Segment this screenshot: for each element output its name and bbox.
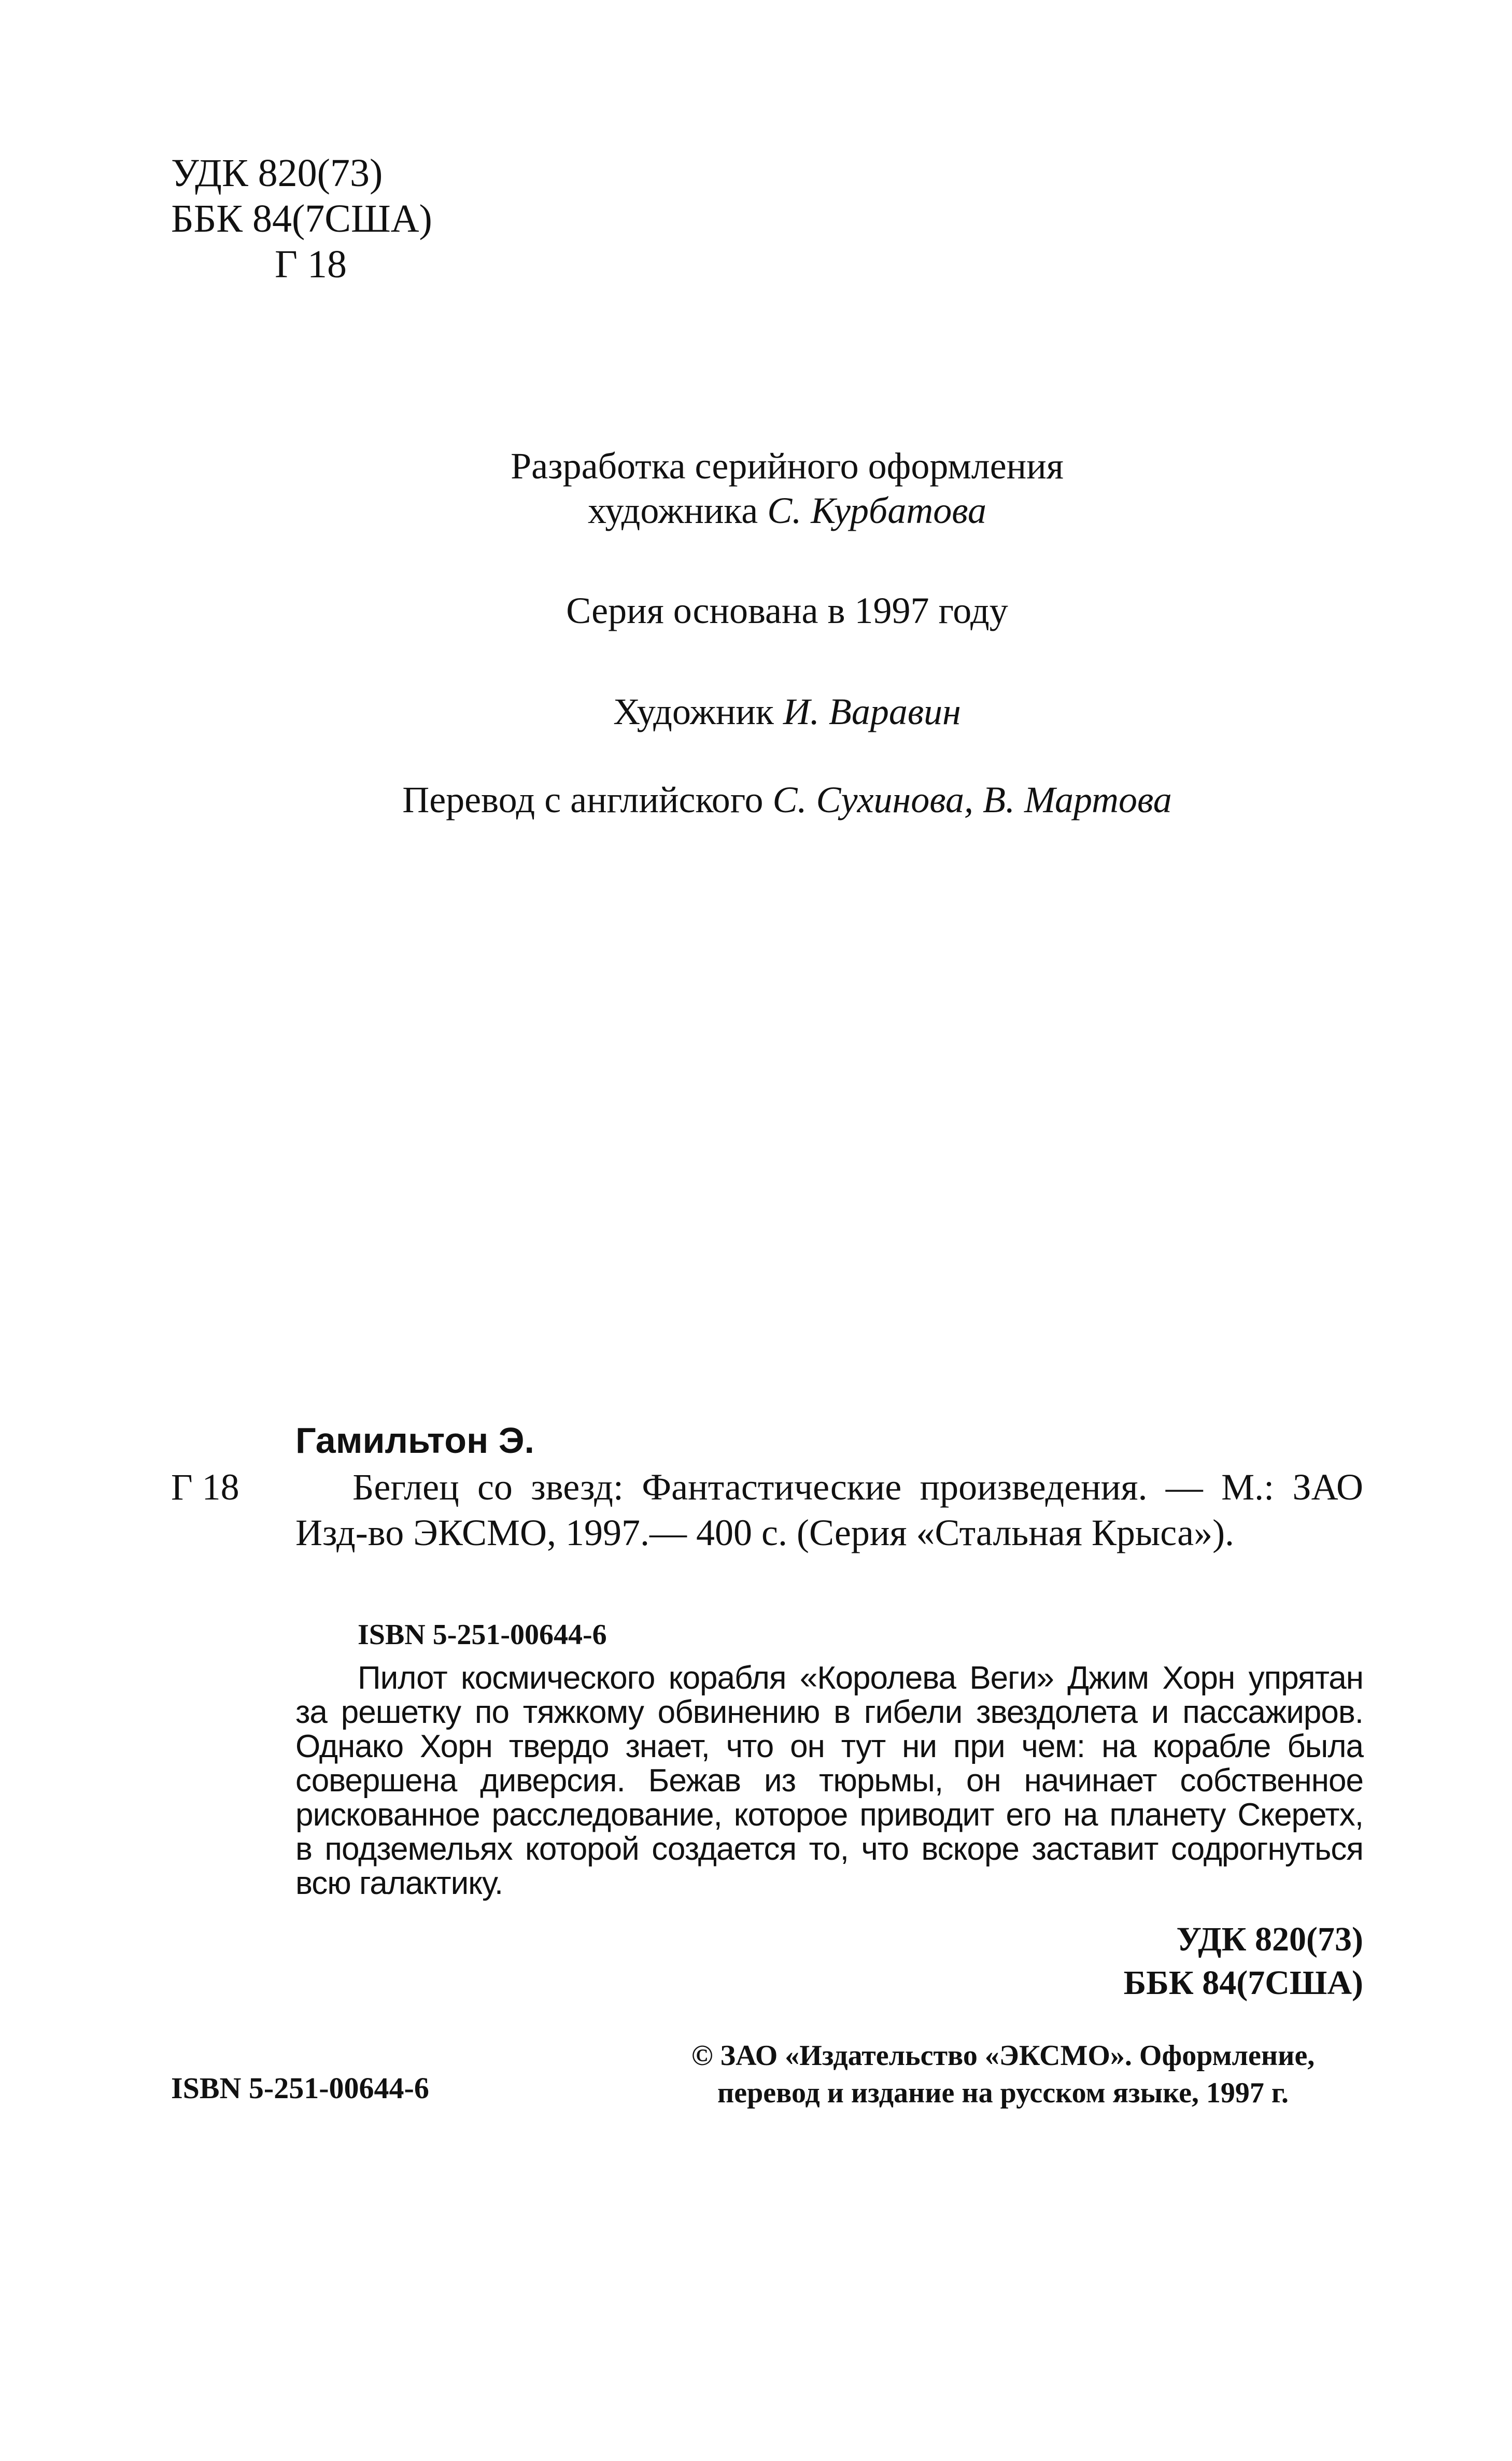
series-design-line: Разработка серийного оформления xyxy=(511,445,1064,487)
card-classification xyxy=(1124,1918,1363,2005)
card-bbk: ББК 84(7США) xyxy=(1123,1964,1363,2002)
footer-isbn: ISBN 5-251-00644-6 xyxy=(171,2071,429,2105)
copyright-line-1: © ЗАО «Издательство «ЭКСМО». Оформление, xyxy=(691,2040,1315,2072)
bbk-code: ББК 84(7США) xyxy=(171,197,432,241)
translation-credit xyxy=(31,777,1512,822)
card-isbn: ISBN 5-251-00644-6 xyxy=(358,1619,607,1651)
classification-block xyxy=(171,150,432,287)
artist-name: И. Варавин xyxy=(783,691,961,732)
udk-code: УДК 820(73) xyxy=(171,151,383,195)
series-design-artist xyxy=(31,488,1512,533)
series-design-prefix: художника xyxy=(588,490,758,531)
copyright-notice xyxy=(638,2037,1368,2112)
card-annotation: Пилот космического корабля «Королева Веги» Джим Хорн упрятан за решетку по тяжкому обвинению в гибели звездолета и пассажиров. Однако Хорн твердо знает, что он тут ни при чем: на корабле была совершена диверсия. Бежав из тюрьмы, он начинает собственное рискованное расследование, которое приводит его на планету Скеретх, в подземельях которой создается то, что вскоре заставит содрогнуться всю галактику. xyxy=(295,1660,1363,1901)
card-udk: УДК 820(73) xyxy=(1176,1920,1363,1958)
artist-prefix: Художник xyxy=(613,691,774,732)
series-founded: Серия основана в 1997 году xyxy=(566,590,1008,631)
copyright-line-2: перевод и издание на русском языке, 1997 г. xyxy=(717,2077,1289,2109)
card-bibliographic-description: Беглец со звезд: Фантастические произведения. — М.: ЗАО Изд-во ЭКСМО, 1997.— 400 с. (Серия «Стальная Крыса»). xyxy=(295,1466,1363,1553)
artist-credit xyxy=(31,689,1512,734)
translation-prefix: Перевод с английского xyxy=(402,779,764,821)
series-design-credit xyxy=(31,444,1512,533)
series-design-name: С. Курбатова xyxy=(767,490,986,531)
translator-names: С. Сухинова, В. Мартова xyxy=(772,779,1172,821)
card-shelf-mark: Г 18 xyxy=(171,1466,239,1508)
shelf-mark: Г 18 xyxy=(275,243,347,286)
card-author: Гамильтон Э. xyxy=(295,1420,534,1461)
